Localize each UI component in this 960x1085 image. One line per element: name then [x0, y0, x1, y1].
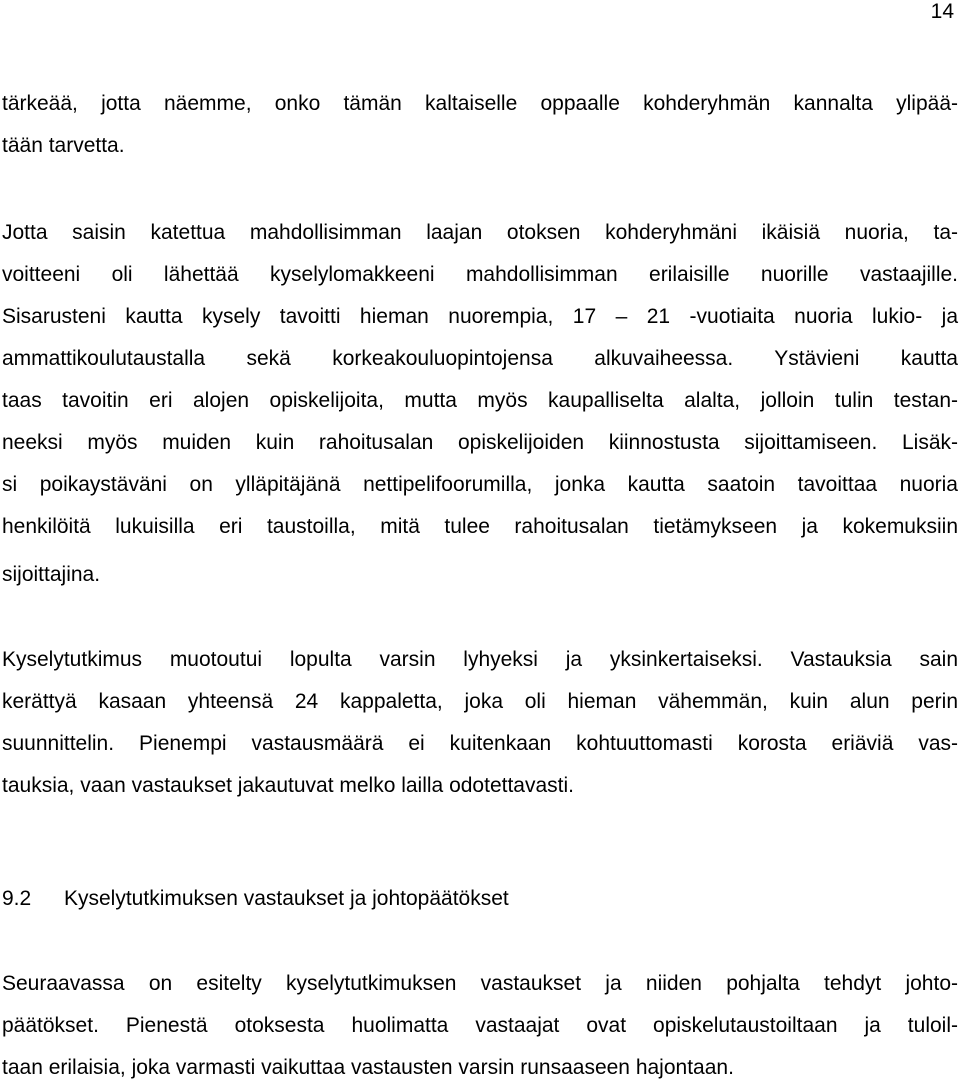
- text-line: taas tavoitin eri alojen opiskelijoita, mutta myös kaupalliselta alalta, jolloin tulin testan-: [2, 389, 958, 412]
- page-number: 14: [930, 0, 954, 23]
- text-line: tärkeää, jotta näemme, onko tämän kaltaiselle oppaalle kohderyhmän kannalta ylipää-: [2, 92, 958, 115]
- section-number: 9.2: [2, 887, 32, 910]
- text-line: Sisarusteni kautta kysely tavoitti hieman nuorempia, 17 – 21 -vuotiaita nuoria lukio- ja: [2, 305, 958, 328]
- text-line: Jotta saisin katettua mahdollisimman laajan otoksen kohderyhmäni ikäisiä nuoria, ta-: [2, 221, 958, 244]
- text-line: taan erilaisia, joka varmasti vaikuttaa vastausten varsin runsaaseen hajontaan.: [2, 1056, 734, 1079]
- text-line: Kyselytutkimus muotoutui lopulta varsin lyhyeksi ja yksinkertaiseksi. Vastauksia sain: [2, 648, 958, 671]
- text-line: neeksi myös muiden kuin rahoitusalan opiskelijoiden kiinnostusta sijoittamiseen. Lisäk-: [2, 431, 958, 454]
- section-title: Kyselytutkimuksen vastaukset ja johtopäätökset: [64, 887, 509, 910]
- text-line: ammattikoulutaustalla sekä korkeakouluopintojensa alkuvaiheessa. Ystävieni kautta: [2, 347, 958, 370]
- text-line: kerättyä kasaan yhteensä 24 kappaletta, joka oli hieman vähemmän, kuin alun perin: [2, 690, 958, 713]
- text-line: tauksia, vaan vastaukset jakautuvat melko lailla odotettavasti.: [2, 774, 574, 797]
- text-line: si poikaystäväni on ylläpitäjänä nettipelifoorumilla, jonka kautta saatoin tavoittaa nuoria: [2, 473, 958, 496]
- text-line: tään tarvetta.: [2, 134, 125, 157]
- text-line: voitteeni oli lähettää kyselylomakkeeni mahdollisimman erilaisille nuorille vastaajille.: [2, 263, 958, 286]
- section-heading: [2, 887, 958, 911]
- text-line: sijoittajina.: [2, 563, 101, 586]
- text-line: päätökset. Pienestä otoksesta huolimatta vastaajat ovat opiskelutaustoiltaan ja tuloil-: [2, 1014, 958, 1037]
- text-line: suunnittelin. Pienempi vastausmäärä ei kuitenkaan kohtuuttomasti korosta eriäviä vas-: [2, 732, 958, 755]
- text-line: henkilöitä lukuisilla eri taustoilla, mitä tulee rahoitusalan tietämykseen ja kokemuksiin: [2, 515, 958, 538]
- text-line: Seuraavassa on esitelty kyselytutkimuksen vastaukset ja niiden pohjalta tehdyt johto-: [2, 972, 958, 995]
